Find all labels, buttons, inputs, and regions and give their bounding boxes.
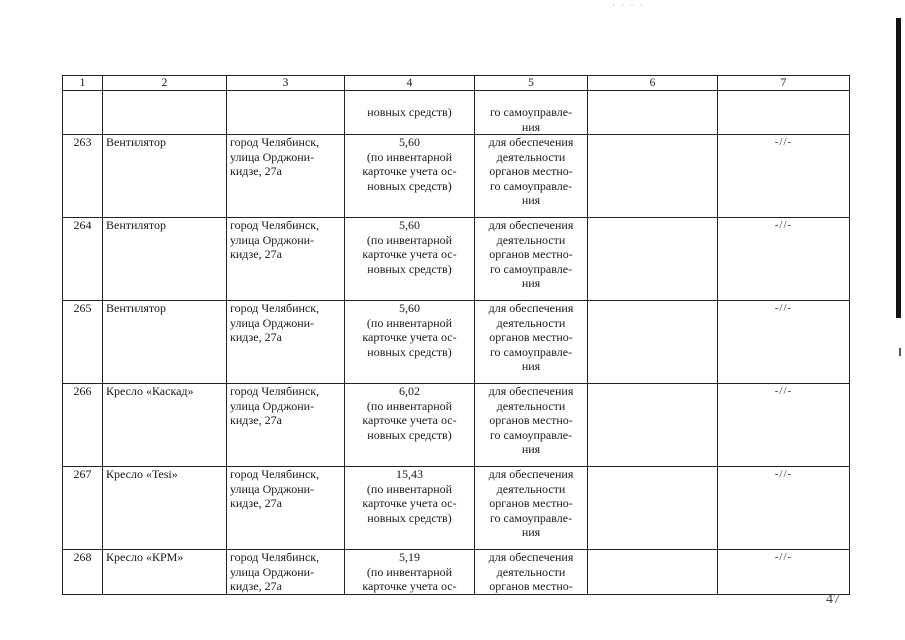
- cell-address: [227, 467, 345, 550]
- purpose-line: деятельности: [496, 481, 566, 496]
- scan-top-marks: · · · ·: [612, 0, 645, 10]
- cell-address: [227, 550, 345, 595]
- cell-cost: [345, 218, 475, 301]
- purpose-line: органов местно-: [489, 164, 573, 178]
- cell-col7: [718, 91, 850, 135]
- cell-purpose: [475, 384, 588, 467]
- cell-purpose: [475, 467, 588, 550]
- cell-purpose: [475, 218, 588, 301]
- cost-value: 5,60: [399, 301, 420, 315]
- purpose-line: для обеспечения: [488, 301, 574, 315]
- cell-num: [63, 91, 103, 135]
- cost-line: карточке учета ос-: [362, 164, 457, 178]
- table-row-continued: [63, 91, 850, 135]
- cell-cost: [345, 135, 475, 218]
- cost-line: (по инвентарной: [366, 481, 453, 496]
- purpose-line: органов местно-: [489, 247, 573, 261]
- cell-purpose: [475, 135, 588, 218]
- cost-line: карточке учета ос-: [362, 413, 457, 427]
- address-line: город Челябинск,: [230, 135, 320, 149]
- purpose-line: для обеспечения: [488, 218, 574, 232]
- cost-value: 5,19: [399, 550, 420, 564]
- purpose-line: ния: [521, 276, 541, 290]
- scan-edge-mark: [899, 348, 901, 356]
- purpose-line: органов местно-: [489, 579, 573, 593]
- purpose-line: для обеспечения: [488, 384, 574, 398]
- address-line: город Челябинск,: [230, 467, 320, 481]
- table-row: [63, 384, 850, 467]
- address-line: улица Орджони-: [230, 398, 315, 413]
- cell-col6: [588, 91, 718, 135]
- cell-address: [227, 91, 345, 135]
- purpose-line: для обеспечения: [488, 550, 574, 564]
- purpose-line: го самоуправле-: [489, 261, 573, 276]
- cell-cost: [345, 384, 475, 467]
- cost-line: новных средств): [367, 178, 452, 193]
- address-line: улица Орджони-: [230, 149, 315, 164]
- cost-tail: новных средств): [367, 105, 452, 119]
- purpose-line: деятельности: [496, 564, 566, 579]
- header-col-7: 7: [718, 76, 850, 91]
- purpose-line: деятельности: [496, 232, 566, 247]
- header-col-3: 3: [227, 76, 345, 91]
- purpose-line: деятельности: [496, 315, 566, 330]
- table-row: [63, 135, 850, 218]
- page-number: 47: [826, 592, 840, 607]
- cost-line: (по инвентарной: [366, 232, 453, 247]
- cell-address: [227, 384, 345, 467]
- table-row: [63, 218, 850, 301]
- address-line: улица Орджони-: [230, 564, 315, 579]
- cell-num: 266: [63, 384, 103, 467]
- purpose-line: ния: [521, 359, 541, 373]
- cell-cost: [345, 91, 475, 135]
- header-col-1: 1: [63, 76, 103, 91]
- address-line: улица Орджони-: [230, 232, 315, 247]
- cell-num: 263: [63, 135, 103, 218]
- cost-line: (по инвентарной: [366, 315, 453, 330]
- cell-col7: -//-: [718, 467, 850, 550]
- cost-line: карточке учета ос-: [362, 496, 457, 510]
- cell-name: Вентилятор: [103, 301, 227, 384]
- purpose-line: для обеспечения: [488, 135, 574, 149]
- address-line: кидзе, 27а: [230, 247, 282, 261]
- cell-col6: [588, 218, 718, 301]
- cost-line: новных средств): [367, 427, 452, 442]
- cell-address: [227, 218, 345, 301]
- purpose-line: го самоуправле-: [489, 510, 573, 525]
- cell-col7: -//-: [718, 218, 850, 301]
- cost-line: (по инвентарной: [366, 398, 453, 413]
- address-line: кидзе, 27а: [230, 164, 282, 178]
- cost-line: (по инвентарной: [366, 564, 453, 579]
- purpose-line: ния: [521, 193, 541, 207]
- header-col-6: 6: [588, 76, 718, 91]
- address-line: кидзе, 27а: [230, 579, 282, 593]
- cell-num: 267: [63, 467, 103, 550]
- cost-line: карточке учета ос-: [362, 579, 457, 593]
- purpose-line: го самоуправле-: [489, 178, 573, 193]
- cost-line: карточке учета ос-: [362, 330, 457, 344]
- cell-address: [227, 135, 345, 218]
- address-line: кидзе, 27а: [230, 330, 282, 344]
- cell-col6: [588, 384, 718, 467]
- header-col-2: 2: [103, 76, 227, 91]
- cell-num: 268: [63, 550, 103, 595]
- purpose-line: ния: [521, 525, 541, 539]
- cell-name: Кресло «КРМ»: [103, 550, 227, 595]
- cost-line: (по инвентарной: [366, 149, 453, 164]
- cost-value: 6,02: [399, 384, 420, 398]
- purpose-line: деятельности: [496, 149, 566, 164]
- cost-value: 5,60: [399, 218, 420, 232]
- cell-cost: [345, 550, 475, 595]
- cell-purpose: [475, 91, 588, 135]
- cell-cost: [345, 467, 475, 550]
- cost-line: новных средств): [367, 510, 452, 525]
- cell-num: 265: [63, 301, 103, 384]
- cell-col7: -//-: [718, 550, 850, 595]
- address-line: улица Орджони-: [230, 481, 315, 496]
- scan-edge-bar: [896, 18, 901, 318]
- purpose-line: органов местно-: [489, 413, 573, 427]
- cell-name: Вентилятор: [103, 135, 227, 218]
- purpose-line: деятельности: [496, 398, 566, 413]
- address-line: кидзе, 27а: [230, 496, 282, 510]
- cell-name: Кресло «Tesi»: [103, 467, 227, 550]
- address-line: улица Орджони-: [230, 315, 315, 330]
- table-row-partial: [63, 550, 850, 595]
- address-line: город Челябинск,: [230, 384, 320, 398]
- cell-col6: [588, 301, 718, 384]
- cell-purpose: [475, 301, 588, 384]
- purpose-line: органов местно-: [489, 496, 573, 510]
- cell-name: Вентилятор: [103, 218, 227, 301]
- purpose-line: го самоуправле-: [489, 427, 573, 442]
- purpose-line: органов местно-: [489, 330, 573, 344]
- cell-num: 264: [63, 218, 103, 301]
- cost-value: 15,43: [396, 467, 423, 481]
- address-line: город Челябинск,: [230, 550, 320, 564]
- cost-line: новных средств): [367, 261, 452, 276]
- cost-line: новных средств): [367, 344, 452, 359]
- cell-purpose: [475, 550, 588, 595]
- table-row: [63, 467, 850, 550]
- cell-col7: -//-: [718, 384, 850, 467]
- address-line: город Челябинск,: [230, 301, 320, 315]
- purpose-line: го самоуправле-: [489, 105, 573, 119]
- header-row: [63, 76, 850, 91]
- purpose-line: ния: [521, 119, 541, 134]
- purpose-line: для обеспечения: [488, 467, 574, 481]
- cell-address: [227, 301, 345, 384]
- header-col-4: 4: [345, 76, 475, 91]
- cell-name: Кресло «Каскад»: [103, 384, 227, 467]
- table-row: [63, 301, 850, 384]
- cell-col7: -//-: [718, 135, 850, 218]
- cell-cost: [345, 301, 475, 384]
- cost-value: 5,60: [399, 135, 420, 149]
- purpose-line: го самоуправле-: [489, 344, 573, 359]
- cost-line: карточке учета ос-: [362, 247, 457, 261]
- purpose-line: ния: [521, 442, 541, 456]
- property-table: [62, 75, 850, 595]
- header-col-5: 5: [475, 76, 588, 91]
- address-line: кидзе, 27а: [230, 413, 282, 427]
- cell-col6: [588, 135, 718, 218]
- cell-col7: -//-: [718, 301, 850, 384]
- cell-col6: [588, 467, 718, 550]
- cell-col6: [588, 550, 718, 595]
- cell-name: [103, 91, 227, 135]
- address-line: город Челябинск,: [230, 218, 320, 232]
